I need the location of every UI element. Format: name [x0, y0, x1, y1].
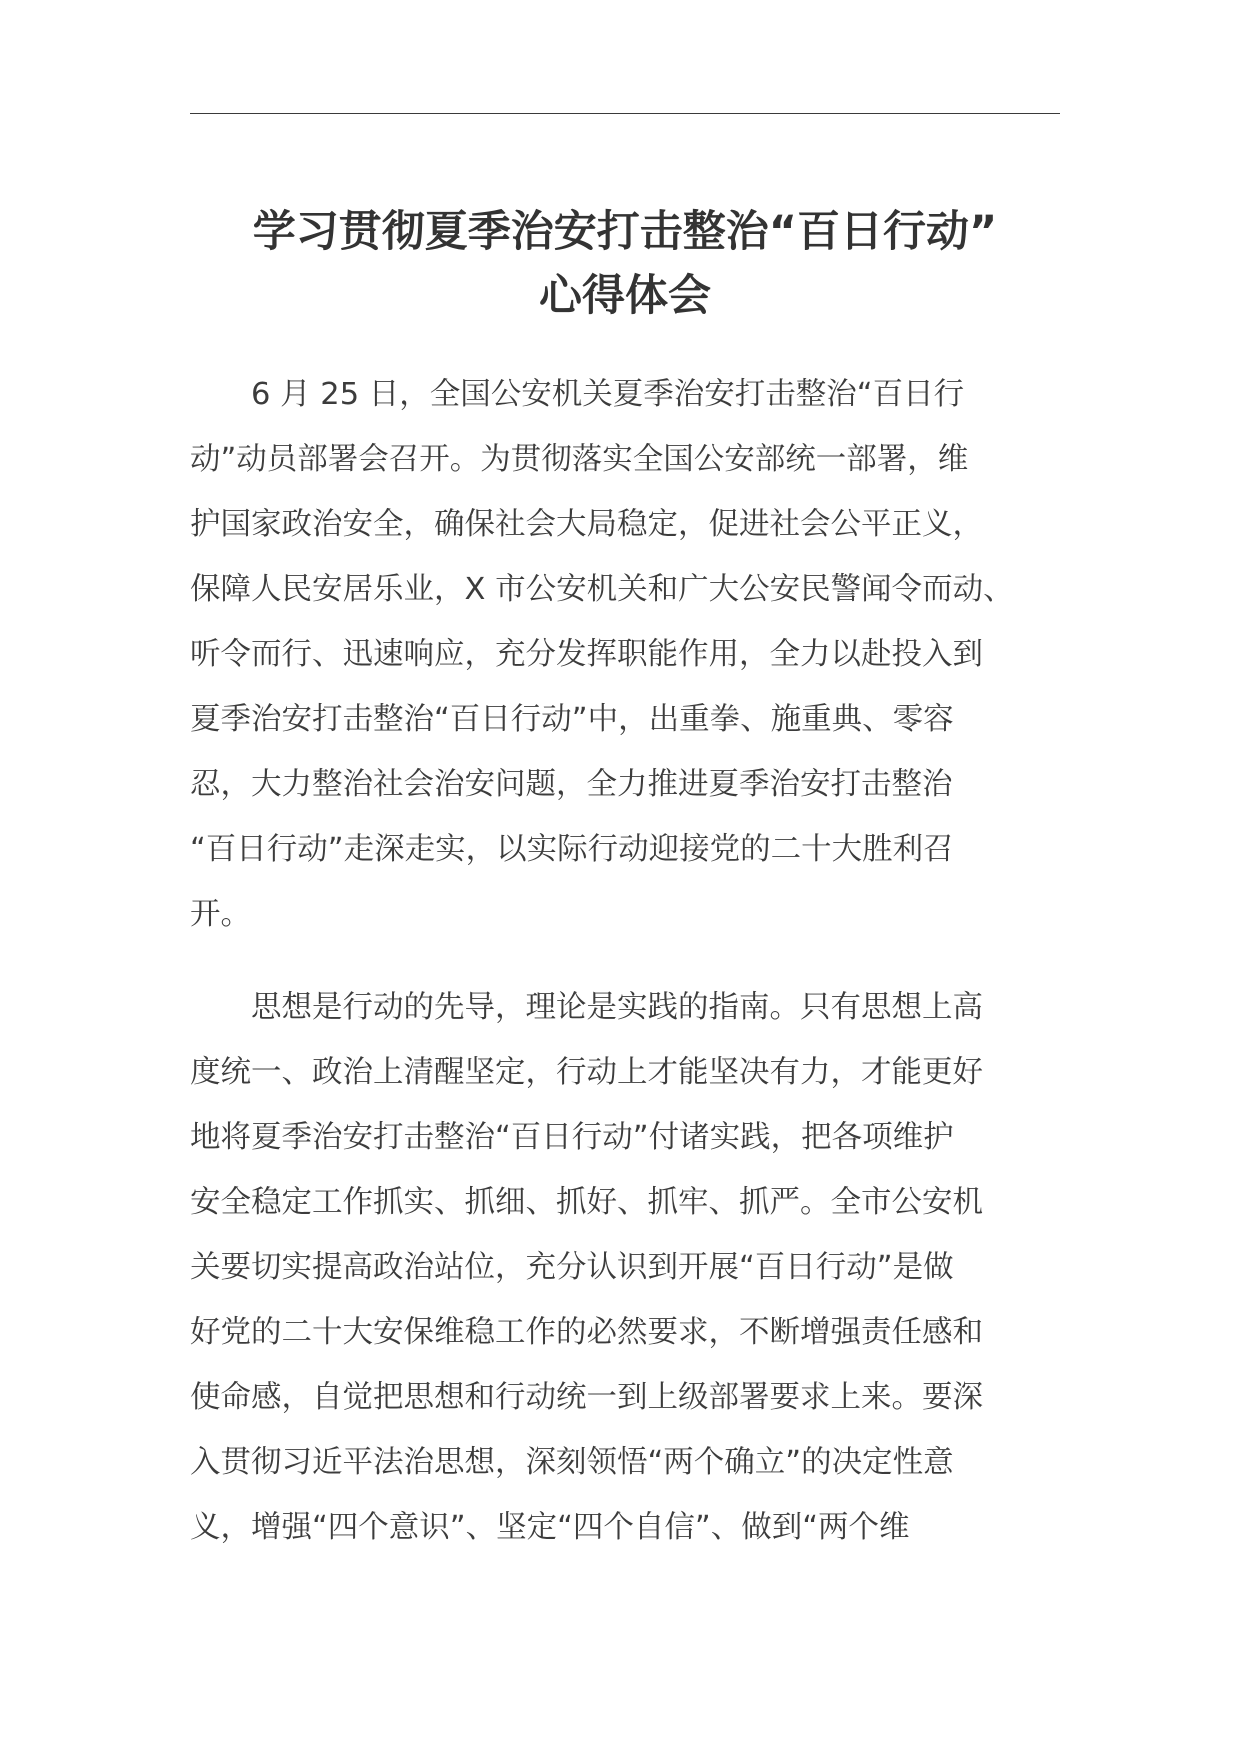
document-title: [190, 200, 1060, 328]
text-line: 关要切实提高政治站位，充分认识到开展“百日行动”是做: [190, 1250, 954, 1285]
text-line: 护国家政治安全，确保社会大局稳定，促进社会公平正义，: [190, 507, 983, 542]
text-line: 安全稳定工作抓实、抓细、抓好、抓牢、抓严。全市公安机: [190, 1185, 983, 1220]
text-line: 地将夏季治安打击整治“百日行动”付诸实践，把各项维护: [190, 1120, 954, 1155]
text-line: 入贯彻习近平法治思想，深刻领悟“两个确立”的决定性意: [190, 1445, 954, 1480]
text-line: 听令而行、迅速响应，充分发挥职能作用，全力以赴投入到: [190, 637, 983, 672]
paragraph-2: [190, 975, 1050, 1560]
text-line: 6 月 25 日，全国公安机关夏季治安打击整治“百日行: [190, 377, 965, 412]
title-line: 心得体会: [539, 271, 711, 321]
text-line: 度统一、政治上清醒坚定，行动上才能坚决有力，才能更好: [190, 1055, 983, 1090]
text-line: 开。: [190, 897, 251, 932]
text-line: 使命感，自觉把思想和行动统一到上级部署要求上来。要深: [190, 1380, 983, 1415]
text-line: 保障人民安居乐业，X 市公安机关和广大公安民警闻令而动、: [190, 572, 1014, 607]
text-line: 忍，大力整治社会治安问题，全力推进夏季治安打击整治: [190, 767, 953, 802]
title-line: 学习贯彻夏季治安打击整治“百日行动”: [252, 207, 998, 257]
text-line: 思想是行动的先导，理论是实践的指南。只有思想上高: [190, 990, 983, 1025]
text-line: 义，增强“四个意识”、坚定“四个自信”、做到“两个维: [190, 1510, 910, 1545]
text-line: 好党的二十大安保维稳工作的必然要求，不断增强责任感和: [190, 1315, 983, 1350]
text-line: 夏季治安打击整治“百日行动”中，出重拳、施重典、零容: [190, 702, 954, 737]
text-line: “百日行动”走深走实，以实际行动迎接党的二十大胜利召: [190, 832, 954, 867]
paragraph-1: [190, 362, 1050, 947]
header-rule: [190, 113, 1060, 114]
text-line: 动”动员部署会召开。为贯彻落实全国公安部统一部署，维: [190, 442, 969, 477]
